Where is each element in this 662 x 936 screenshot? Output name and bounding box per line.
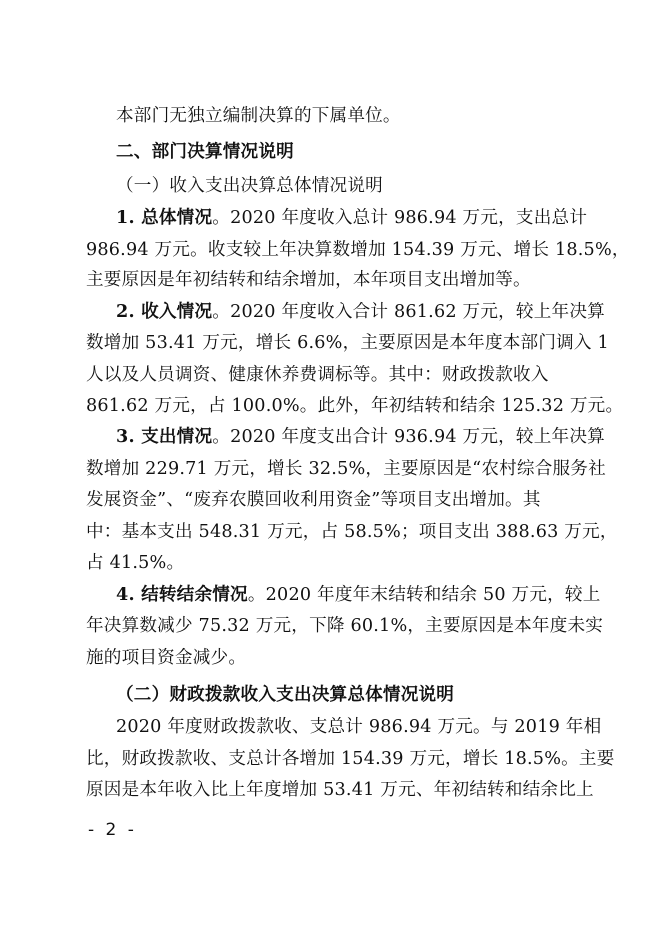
paragraph-line: 占 41.5%。 [86,553,185,573]
item-lead: 3. 支出情况 [116,426,213,447]
paragraph-line: 施的项目资金减少。 [86,648,247,668]
item-text: 。2020 年度年末结转和结余 50 万元，较上 [247,585,601,605]
item-lead: 2. 收入情况 [116,301,213,322]
paragraph-line: 986.94 万元。收支较上年决算数增加 154.39 万元、增长 18.5%， [86,240,630,260]
paragraph-line [116,298,616,326]
item-text: 。2020 年度收入总计 986.94 万元，支出总计 [212,208,588,228]
paragraph-line: 数增加 229.71 万元，增长 32.5%，主要原因是“农村综合服务社 [86,459,606,479]
paragraph-line: 人以及人员调资、健康休养费调标等。其中：财政拨款收入 [86,365,549,385]
item-text: 。2020 年度收入合计 861.62 万元，较上年决算 [212,302,605,322]
paragraph-line [116,423,616,451]
paragraph-line: 发展资金”、“废弃农膜回收利用资金”等项目支出增加。其 [86,490,541,510]
paragraph-line: 861.62 万元，占 100.0%。此外，年初结转和结余 125.32 万元。 [86,396,624,416]
paragraph-line: 原因是本年收入比上年度增加 53.41 万元、年初结转和结余比上 [86,780,594,800]
paragraph-line: 2020 年度财政拨款收、支总计 986.94 万元。与 2019 年相 [116,717,602,737]
page-number: - 2 - [88,820,137,840]
paragraph-line: 中：基本支出 548.31 万元，占 58.5%；项目支出 388.63 万元， [86,522,618,542]
paragraph-line [116,581,616,609]
item-lead: 1. 总体情况 [116,207,213,228]
paragraph-line: 数增加 53.41 万元，增长 6.6%，主要原因是本年度本部门调入 1 [86,333,609,353]
subsection-heading: （一）收入支出决算总体情况说明 [116,176,383,196]
paragraph-line: 年决算数减少 75.32 万元，下降 60.1%，主要原因是本年度未实 [86,616,604,636]
section-heading: 二、部门决算情况说明 [116,142,294,162]
paragraph-line [116,204,616,232]
item-text: 。2020 年度支出合计 936.94 万元，较上年决算 [212,427,605,447]
paragraph-line: 比，财政拨款收、支总计各增加 154.39 万元，增长 18.5%。主要 [86,749,615,769]
item-lead: 4. 结转结余情况 [116,584,248,605]
subsection-heading: （二）财政拨款收入支出决算总体情况说明 [116,685,455,705]
paragraph-line: 主要原因是年初结转和结余增加，本年项目支出增加等。 [86,270,531,290]
paragraph-line: 本部门无独立编制决算的下属单位。 [116,106,401,126]
